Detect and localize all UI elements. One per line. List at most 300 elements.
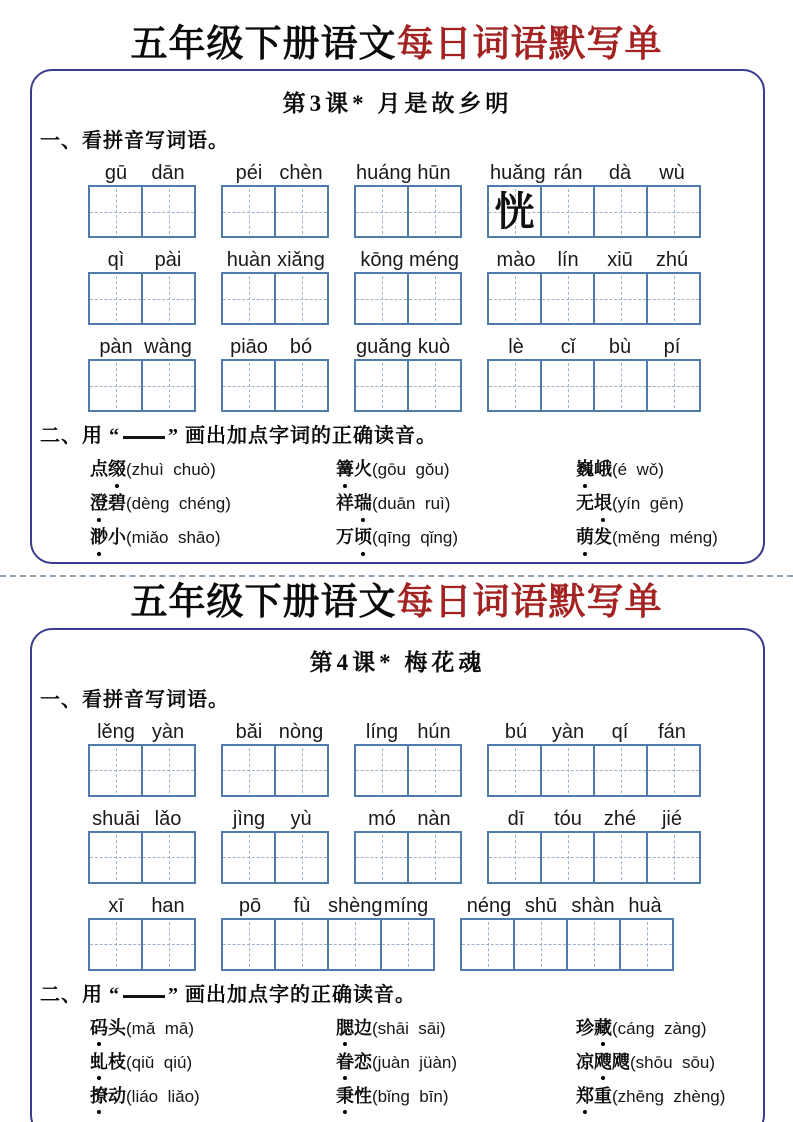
writing-cell[interactable]: [540, 746, 593, 795]
pinyin-syllable: rán: [553, 162, 583, 185]
pinyin-syllable: dī: [507, 807, 525, 830]
handwritten-answer: 恍: [494, 189, 535, 235]
pinyin-reading: (gōu gǒu): [372, 460, 450, 480]
writing-cell[interactable]: [90, 746, 141, 795]
dotted-char: 藏: [594, 1016, 612, 1040]
writing-cell[interactable]: [619, 920, 672, 969]
word-chars: [336, 1052, 372, 1072]
writing-cell[interactable]: [489, 746, 540, 795]
word-chars: [90, 1052, 126, 1072]
writing-cell[interactable]: [274, 361, 327, 410]
pinyin-syllable: huǎng: [490, 162, 546, 185]
writing-grid: [221, 272, 329, 325]
pinyin-label: [88, 717, 196, 744]
pinyin-syllable: jié: [661, 807, 682, 830]
pinyin-syllable: líng: [365, 720, 399, 743]
pinyin-syllable: xiū: [607, 249, 633, 272]
pinyin-syllable: méng: [408, 249, 460, 272]
word-item: [576, 457, 763, 482]
word-list-2: [90, 1016, 763, 1109]
word-char: 碧: [108, 493, 126, 514]
dotted-char: 虬: [90, 1050, 108, 1074]
pinyin-group: [88, 717, 196, 797]
pinyin-syllable: néng: [466, 894, 512, 917]
dotted-char: 飕: [594, 1050, 612, 1074]
word-chars: [90, 493, 126, 513]
pinyin-group: [88, 332, 196, 412]
page-title-black: 五年级下册语文: [130, 582, 397, 624]
pinyin-syllable: shèng: [328, 894, 383, 917]
word-item: [90, 1084, 336, 1109]
word-item: [576, 525, 763, 550]
writing-cell[interactable]: [141, 274, 194, 323]
pinyin-syllable: hūn: [417, 162, 451, 185]
writing-cell[interactable]: [356, 187, 407, 236]
pinyin-group: [221, 332, 329, 412]
pinyin-syllable: huáng: [356, 162, 412, 185]
writing-cell[interactable]: [646, 361, 699, 410]
writing-cell[interactable]: [593, 361, 646, 410]
writing-grid: [460, 918, 674, 971]
writing-cell[interactable]: [540, 274, 593, 323]
pinyin-group: [221, 158, 329, 238]
pinyin-syllable: qí: [611, 720, 629, 743]
page-separator: [0, 575, 793, 577]
word-char: 枝: [108, 1051, 126, 1072]
writing-grid: [354, 831, 462, 884]
word-chars: [576, 1018, 612, 1038]
writing-grid: [354, 744, 462, 797]
writing-cell[interactable]: [141, 187, 194, 236]
word-char: 祥: [336, 493, 354, 514]
word-char: 飕: [612, 1051, 630, 1072]
pinyin-syllable: piāo: [230, 336, 268, 359]
word-item: [336, 1016, 576, 1041]
lesson-card-1: [30, 69, 765, 564]
pinyin-syllable: mó: [368, 807, 396, 830]
writing-cell[interactable]: [274, 746, 327, 795]
pinyin-row: [88, 332, 763, 412]
pinyin-group: [88, 245, 196, 325]
section1-header-2: 一、看拼音写词语。: [40, 688, 229, 711]
word-item: [336, 525, 576, 550]
dotted-char: 撩: [90, 1084, 108, 1108]
writing-grid: [88, 185, 196, 238]
writing-cell[interactable]: [90, 187, 141, 236]
dotted-char: 巍: [576, 457, 594, 481]
pinyin-label: [88, 804, 196, 831]
section2-header-1: [40, 419, 763, 448]
pinyin-syllable: nàn: [417, 807, 451, 830]
page-title: [0, 0, 793, 65]
section2-header-2: [40, 978, 763, 1007]
pinyin-label: [88, 332, 196, 359]
pinyin-syllable: dān: [151, 162, 185, 185]
pinyin-group: [487, 804, 701, 884]
word-char: 凉: [576, 1051, 594, 1072]
word-chars: [576, 1052, 630, 1072]
pinyin-label: [487, 332, 701, 359]
writing-cell[interactable]: [407, 833, 460, 882]
page-title-black: 五年级下册语文: [130, 24, 397, 65]
pinyin-group: [354, 804, 462, 884]
pinyin-syllable: cǐ: [560, 336, 576, 359]
writing-cell[interactable]: [274, 274, 327, 323]
pinyin-syllable: kōng: [360, 249, 404, 272]
pinyin-syllable: bó: [289, 336, 313, 359]
pinyin-reading: (é wǒ): [612, 460, 664, 480]
lesson-title-1: 第3课* 月是故乡明: [282, 91, 513, 117]
writing-cell[interactable]: [90, 274, 141, 323]
dotted-char: 萌: [576, 525, 594, 549]
pinyin-syllable: fù: [293, 894, 311, 917]
word-chars: [90, 1018, 126, 1038]
pinyin-reading: (qīng qǐng): [372, 528, 458, 548]
writing-cell[interactable]: [593, 833, 646, 882]
word-char: 头: [108, 1017, 126, 1038]
dotted-char: 垠: [594, 491, 612, 515]
pinyin-syllable: xiǎng: [277, 249, 325, 272]
pinyin-label: [221, 891, 435, 918]
pinyin-syllable: yù: [290, 807, 312, 830]
pinyin-label: [221, 332, 329, 359]
pinyin-label: [487, 158, 701, 185]
pinyin-syllable: yàn: [551, 720, 585, 743]
pinyin-label: [354, 717, 462, 744]
pinyin-syllable: zhé: [603, 807, 637, 830]
writing-cell[interactable]: [407, 361, 460, 410]
pinyin-group: [487, 717, 701, 797]
pinyin-label: [221, 158, 329, 185]
pinyin-syllable: pàn: [99, 336, 133, 359]
writing-cell[interactable]: [380, 920, 433, 969]
pinyin-syllable: pài: [154, 249, 182, 272]
word-item: [576, 1050, 763, 1075]
pinyin-group: [354, 158, 462, 238]
pinyin-group: [354, 245, 462, 325]
pinyin-group: [88, 804, 196, 884]
word-chars: [90, 527, 126, 547]
pinyin-reading: (měng méng): [612, 528, 718, 548]
pinyin-label: [354, 245, 462, 272]
word-item: [90, 1016, 336, 1041]
writing-grid: [354, 185, 462, 238]
pinyin-label: [354, 158, 462, 185]
word-item: [90, 457, 336, 482]
word-char: 性: [354, 1085, 372, 1106]
dotted-char: 码: [90, 1016, 108, 1040]
dotted-char: 郑: [576, 1084, 594, 1108]
writing-cell[interactable]: [141, 361, 194, 410]
writing-grid: [221, 359, 329, 412]
pinyin-syllable: dà: [608, 162, 632, 185]
word-char: 边: [354, 1017, 372, 1038]
section2-post: ” 画出加点字词的正确读音。: [168, 425, 437, 448]
pinyin-syllable: lěng: [97, 720, 135, 743]
pinyin-syllable: zhú: [655, 249, 689, 272]
word-item: [90, 1050, 336, 1075]
writing-cell[interactable]: [593, 746, 646, 795]
pinyin-syllable: pō: [238, 894, 262, 917]
word-item: [576, 1016, 763, 1041]
writing-cell[interactable]: [141, 833, 194, 882]
page-title-red: 每日词语默写单: [396, 24, 663, 65]
writing-cell[interactable]: [540, 833, 593, 882]
pinyin-group: [354, 717, 462, 797]
pinyin-syllable: pí: [663, 336, 681, 359]
pinyin-group: [221, 717, 329, 797]
pinyin-group: [221, 891, 435, 971]
word-chars: [90, 1086, 126, 1106]
word-char: 发: [594, 527, 612, 548]
writing-cell[interactable]: [356, 746, 407, 795]
pinyin-syllable: jìng: [232, 807, 266, 830]
word-item: [90, 491, 336, 516]
writing-cell[interactable]: [274, 833, 327, 882]
writing-cell[interactable]: [223, 274, 274, 323]
writing-cell[interactable]: [141, 746, 194, 795]
writing-cell[interactable]: [223, 746, 274, 795]
writing-cell[interactable]: [540, 361, 593, 410]
writing-cell[interactable]: [462, 920, 513, 969]
word-char: 火: [354, 459, 372, 480]
pinyin-label: [354, 804, 462, 831]
writing-grid: [221, 831, 329, 884]
pinyin-label: [487, 717, 701, 744]
pinyin-group: [221, 804, 329, 884]
worksheet-page-2: [0, 579, 793, 1122]
writing-cell[interactable]: [90, 361, 141, 410]
pinyin-reading: (liáo liǎo): [126, 1086, 200, 1106]
writing-cell[interactable]: [566, 920, 619, 969]
writing-cell[interactable]: [540, 187, 593, 236]
pinyin-syllable: bǎi: [235, 720, 263, 743]
writing-cell[interactable]: [407, 187, 460, 236]
writing-cell[interactable]: [356, 274, 407, 323]
pinyin-reading: (cáng zàng): [612, 1018, 707, 1038]
writing-cell[interactable]: [407, 274, 460, 323]
writing-grid: [88, 359, 196, 412]
writing-cell[interactable]: [356, 833, 407, 882]
pinyin-label: [221, 804, 329, 831]
word-char: 恋: [354, 1051, 372, 1072]
word-item: [576, 491, 763, 516]
writing-cell[interactable]: [223, 361, 274, 410]
pinyin-label: [88, 158, 196, 185]
writing-grid: [354, 359, 462, 412]
pinyin-syllable: péi: [235, 162, 263, 185]
writing-cell[interactable]: [356, 361, 407, 410]
writing-grid: [88, 744, 196, 797]
writing-grid: [221, 185, 329, 238]
writing-grid: [354, 272, 462, 325]
writing-grid: [221, 744, 329, 797]
writing-cell[interactable]: [646, 746, 699, 795]
word-char: 峨: [594, 459, 612, 480]
word-item: [336, 1050, 576, 1075]
writing-grid: [487, 185, 701, 238]
pinyin-group: [487, 158, 701, 238]
word-chars: [90, 459, 126, 479]
pinyin-reading: (qiǔ qiú): [126, 1052, 193, 1072]
pinyin-label: [487, 804, 701, 831]
pinyin-syllable: tóu: [554, 807, 582, 830]
writing-grid: [487, 744, 701, 797]
writing-cell[interactable]: [223, 187, 274, 236]
writing-cell[interactable]: [489, 361, 540, 410]
writing-cell[interactable]: [646, 274, 699, 323]
word-chars: [576, 527, 612, 547]
pinyin-label: [88, 891, 196, 918]
writing-cell[interactable]: [327, 920, 380, 969]
word-chars: [336, 493, 372, 513]
word-chars: [576, 1086, 612, 1106]
section2-post: ” 画出加点字的正确读音。: [168, 983, 416, 1006]
pinyin-label: [88, 245, 196, 272]
writing-grid: [88, 918, 196, 971]
word-char: 重: [594, 1085, 612, 1106]
pinyin-reading: (mǎ mā): [126, 1018, 194, 1038]
dotted-char: 秉: [336, 1084, 354, 1108]
pinyin-reading: (bǐng bīn): [372, 1086, 449, 1106]
section2-pre: 二、用 “: [40, 983, 120, 1006]
pinyin-syllable: nòng: [278, 720, 324, 743]
pinyin-syllable: lè: [508, 336, 524, 359]
pinyin-syllable: yàn: [151, 720, 185, 743]
pinyin-syllable: wù: [659, 162, 685, 185]
writing-cell[interactable]: [223, 920, 274, 969]
word-char: 小: [108, 527, 126, 548]
pinyin-syllable: huàn: [226, 249, 272, 272]
pinyin-label: [487, 245, 701, 272]
dotted-char: 渺: [90, 525, 108, 549]
pinyin-syllable: shàn: [571, 894, 615, 917]
pinyin-syllable: bù: [608, 336, 632, 359]
word-item: [336, 1084, 576, 1109]
dotted-char: 篝: [336, 457, 354, 481]
pinyin-group: [354, 332, 462, 412]
pinyin-syllable: bú: [504, 720, 528, 743]
writing-cell[interactable]: [489, 187, 540, 236]
dotted-char: 缀: [108, 457, 126, 481]
pinyin-syllable: qì: [107, 249, 125, 272]
writing-grid: [88, 272, 196, 325]
writing-cell[interactable]: [90, 920, 141, 969]
pinyin-syllable: lǎo: [154, 807, 182, 830]
word-chars: [336, 1018, 372, 1038]
writing-cell[interactable]: [646, 833, 699, 882]
writing-cell[interactable]: [223, 833, 274, 882]
pinyin-group: [487, 245, 701, 325]
pinyin-group: [487, 332, 701, 412]
pinyin-syllable: gū: [104, 162, 128, 185]
pinyin-reading: (shōu sōu): [630, 1052, 716, 1072]
writing-cell[interactable]: [407, 746, 460, 795]
writing-grid: [88, 831, 196, 884]
pinyin-reading: (dèng chéng): [126, 494, 231, 514]
dotted-char: 眷: [336, 1050, 354, 1074]
word-chars: [336, 1086, 372, 1106]
writing-cell[interactable]: [274, 187, 327, 236]
page-title: [0, 579, 793, 623]
lesson-title-2: 第4课* 梅花魂: [309, 649, 486, 675]
pinyin-syllable: míng: [383, 894, 429, 917]
section1-header-1: 一、看拼音写词语。: [40, 130, 229, 153]
writing-cell[interactable]: [489, 833, 540, 882]
pinyin-row: [88, 245, 763, 325]
pinyin-syllable: kuò: [417, 336, 451, 359]
writing-cell[interactable]: [513, 920, 566, 969]
pinyin-label: [460, 891, 674, 918]
writing-cell[interactable]: [141, 920, 194, 969]
writing-cell[interactable]: [274, 920, 327, 969]
pinyin-reading: (miǎo shāo): [126, 528, 221, 548]
word-chars: [576, 493, 612, 513]
word-char: 珍: [576, 1017, 594, 1038]
pinyin-syllable: han: [151, 894, 185, 917]
writing-cell[interactable]: [489, 274, 540, 323]
word-item: [576, 1084, 763, 1109]
word-item: [90, 525, 336, 550]
writing-grid: [487, 359, 701, 412]
word-item: [336, 457, 576, 482]
writing-cell[interactable]: [593, 187, 646, 236]
pinyin-row: [88, 891, 763, 971]
writing-grid: [221, 918, 435, 971]
pinyin-reading: (shāi sāi): [372, 1018, 446, 1038]
pinyin-syllable: hún: [417, 720, 451, 743]
word-chars: [576, 459, 612, 479]
answer-underline: [123, 990, 165, 998]
word-chars: [336, 527, 372, 547]
writing-grid: [487, 831, 701, 884]
answer-underline: [123, 431, 165, 439]
pinyin-row: [88, 717, 763, 797]
pinyin-row: [88, 804, 763, 884]
dotted-char: 澄: [90, 491, 108, 515]
pinyin-syllable: wàng: [144, 336, 192, 359]
pinyin-reading: (zhuì chuò): [126, 460, 216, 480]
dotted-char: 顷: [354, 525, 372, 549]
writing-cell[interactable]: [646, 187, 699, 236]
pinyin-syllable: xī: [108, 894, 124, 917]
word-char: 万: [336, 527, 354, 548]
pinyin-grid-area-1: [32, 158, 763, 412]
word-char: 点: [90, 459, 108, 480]
pinyin-syllable: shū: [524, 894, 558, 917]
lesson-card-2: [30, 628, 765, 1122]
pinyin-reading: (zhēng zhèng): [612, 1086, 726, 1106]
pinyin-reading: (duān ruì): [372, 494, 451, 514]
pinyin-label: [354, 332, 462, 359]
pinyin-syllable: lín: [557, 249, 579, 272]
pinyin-grid-area-2: [32, 717, 763, 971]
word-chars: [336, 459, 372, 479]
writing-cell[interactable]: [593, 274, 646, 323]
pinyin-syllable: chèn: [279, 162, 323, 185]
dotted-char: 瑞: [354, 491, 372, 515]
word-list-1: [90, 457, 763, 550]
pinyin-syllable: mào: [496, 249, 536, 272]
pinyin-group: [88, 158, 196, 238]
pinyin-row: [88, 158, 763, 238]
dotted-char: 腮: [336, 1016, 354, 1040]
pinyin-group: [460, 891, 674, 971]
writing-grid: [487, 272, 701, 325]
word-char: 无: [576, 493, 594, 514]
pinyin-label: [221, 245, 329, 272]
writing-cell[interactable]: [90, 833, 141, 882]
